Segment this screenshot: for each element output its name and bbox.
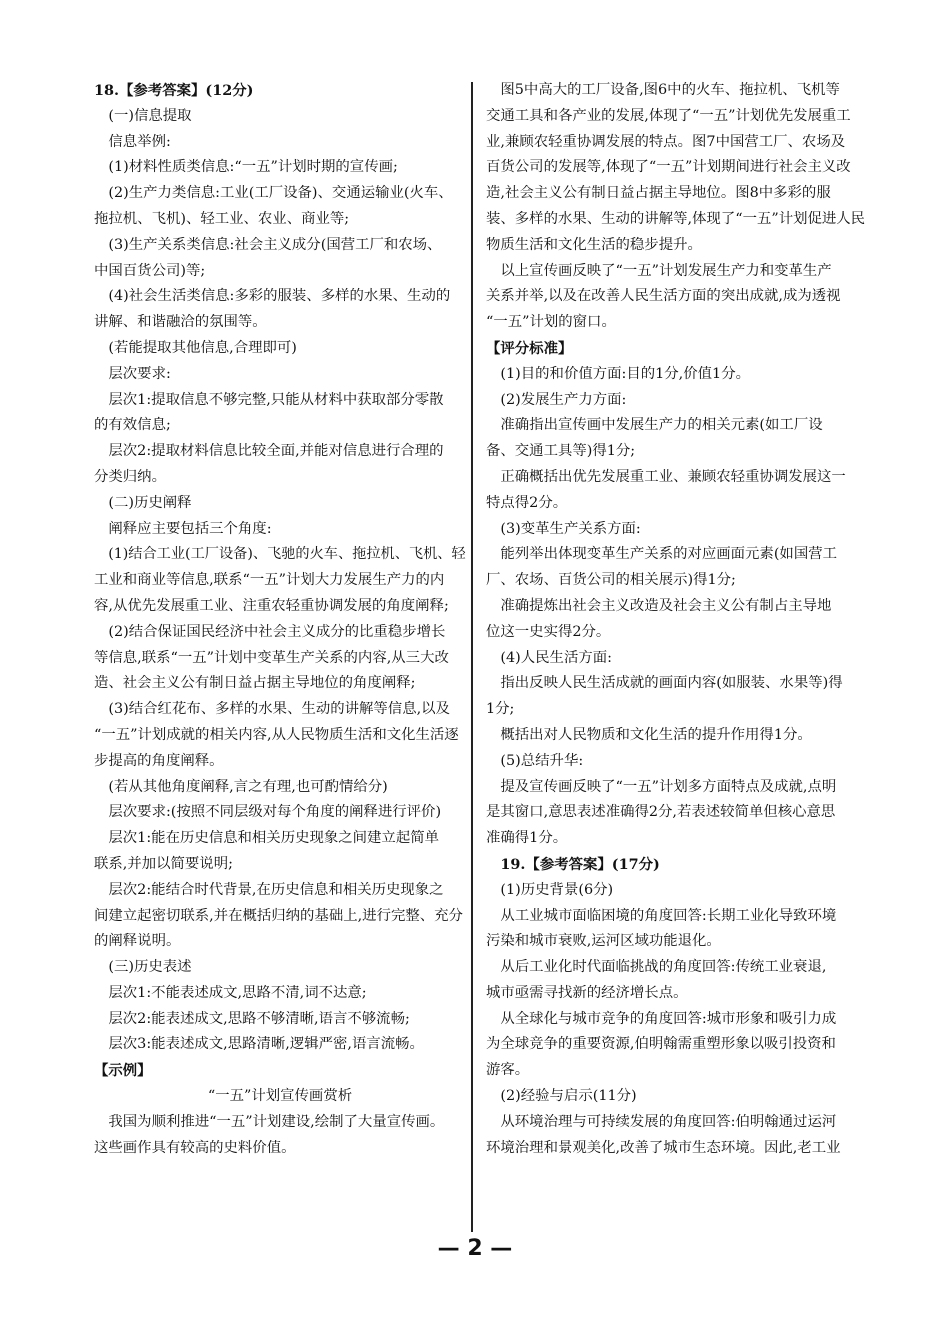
text-line: 准确得1分。 (486, 830, 568, 847)
text-line: 环境治理和景观美化,改善了城市生态环境。因此,老工业 (486, 1139, 841, 1156)
text-line: 讲解、和谐融洽的氛围等。 (94, 314, 267, 331)
text-line: 的阐释说明。 (94, 933, 181, 950)
text-line: 厂、农场、百货公司的相关展示)得1分; (486, 572, 736, 589)
text-line: 概括出对人民物质和文化生活的提升作用得1分。 (486, 726, 812, 743)
text-line: (1)材料性质类信息:“一五”计划时期的宣传画; (94, 159, 398, 176)
text-line: 图5中高大的工厂设备,图6中的火车、拖拉机、飞机等 (486, 82, 840, 98)
text-line: 污染和城市衰败,运河区域功能退化。 (486, 933, 721, 950)
text-line: 物质生活和文化生活的稳步提升。 (486, 236, 702, 253)
text-line: 指出反映人民生活成就的画面内容(如服装、水果等)得 (486, 675, 843, 692)
left-column (94, 78, 466, 1161)
text-line: (二)历史阐释 (94, 494, 192, 511)
text-line: 拖拉机、飞机)、轻工业、农业、商业等; (94, 210, 350, 227)
text-line: 造,社会主义公有制日益占据主导地位。图8中多彩的服 (486, 185, 831, 202)
text-line: 阐释应主要包括三个角度: (94, 520, 272, 537)
text-line: 备、交通工具等)得1分; (486, 443, 636, 460)
text-line: 我国为顺利推进“一五”计划建设,绘制了大量宣传画。 (94, 1113, 445, 1130)
text-line: 从后工业化时代面临挑战的角度回答:传统工业衰退, (486, 959, 827, 976)
text-line: (3)变革生产关系方面: (486, 520, 641, 537)
text-line: 从环境治理与可持续发展的角度回答:伯明翰通过运河 (486, 1113, 837, 1130)
text-line: (4)人民生活方面: (486, 649, 612, 666)
text-line: 中国百货公司)等; (94, 262, 206, 279)
text-line: (1)历史背景(6分) (486, 881, 614, 898)
text-line: 步提高的角度阐释。 (94, 752, 224, 769)
text-line: 工业和商业等信息,联系“一五”计划大力发展生产力的内 (94, 572, 445, 589)
text-line: 【示例】 (94, 1062, 152, 1080)
text-line: (一)信息提取 (94, 107, 192, 124)
text-line: 提及宣传画反映了“一五”计划多方面特点及成就,点明 (486, 778, 837, 795)
text-line: (1)目的和价值方面:目的1分,价值1分。 (486, 365, 750, 382)
text-line: 位这一史实得2分。 (486, 623, 611, 640)
text-line: 19.【参考答案】(17分) (486, 855, 660, 873)
text-line: 从全球化与城市竞争的角度回答:城市形象和吸引力成 (486, 1010, 837, 1027)
text-line: 信息举例: (94, 133, 171, 150)
text-line: 【评分标准】 (486, 339, 573, 357)
text-line: (2)生产力类信息:工业(工厂设备)、交通运输业(火车、 (94, 185, 453, 202)
text-line: 层次3:能表述成文,思路清晰,逻辑严密,语言流畅。 (94, 1036, 424, 1053)
text-line: 业,兼顾农轻重协调发展的特点。图7中国营工厂、农场及 (486, 133, 846, 150)
text-line: (4)社会生活类信息:多彩的服装、多样的水果、生动的 (94, 288, 451, 305)
text-line: 联系,并加以简要说明; (94, 855, 233, 872)
text-line: “一五”计划成就的相关内容,从人民物质生活和文化生活逐 (94, 726, 459, 743)
text-line: 特点得2分。 (486, 494, 568, 511)
text-line: 层次1:能在历史信息和相关历史现象之间建立起简单 (94, 830, 439, 847)
text-line: 1分; (486, 701, 515, 718)
text-line: 层次2:能表述成文,思路不够清晰,语言不够流畅; (94, 1010, 410, 1027)
column-divider (471, 82, 473, 1232)
text-line: 百货公司的发展等,体现了“一五”计划期间进行社会主义改 (486, 159, 851, 176)
text-line: (1)结合工业(工厂设备)、飞驰的火车、拖拉机、飞机、轻 (94, 546, 466, 563)
text-line: 层次要求: (94, 365, 171, 382)
text-line: 这些画作具有较高的史料价值。 (94, 1139, 296, 1156)
text-line: (3)生产关系类信息:社会主义成分(国营工厂和农场、 (94, 236, 442, 253)
text-line: 从工业城市面临困境的角度回答:长期工业化导致环境 (486, 907, 837, 924)
text-line: 层次要求:(按照不同层级对每个角度的阐释进行评价) (94, 804, 442, 821)
text-line: 游客。 (486, 1062, 530, 1079)
text-line: “一五”计划的窗口。 (486, 314, 616, 331)
text-line: (2)发展生产力方面: (486, 391, 627, 408)
text-line: 分类归纳。 (94, 468, 166, 485)
text-line: (三)历史表述 (94, 959, 192, 976)
text-line: 层次2:能结合时代背景,在历史信息和相关历史现象之 (94, 881, 444, 898)
text-line: 交通工具和各产业的发展,体现了“一五”计划优先发展重工 (486, 107, 851, 124)
text-line: 18.【参考答案】(12分) (94, 82, 254, 99)
page-number: — 2 — (437, 1236, 513, 1261)
text-line: 为全球竞争的重要资源,伯明翰需重塑形象以吸引投资和 (486, 1036, 836, 1053)
text-line: 城市亟需寻找新的经济增长点。 (486, 984, 688, 1001)
right-column (486, 78, 876, 1161)
text-line: “一五”计划宣传画赏析 (207, 1088, 353, 1105)
text-line: 正确概括出优先发展重工业、兼顾农轻重协调发展这一 (486, 468, 846, 485)
text-line: 层次2:提取材料信息比较全面,并能对信息进行合理的 (94, 443, 444, 460)
text-line: 造、社会主义公有制日益占据主导地位的角度阐释; (94, 675, 416, 692)
text-line: 间建立起密切联系,并在概括归纳的基础上,进行完整、充分 (94, 907, 463, 924)
text-line: 是其窗口,意思表述准确得2分,若表述较简单但核心意思 (486, 804, 836, 821)
text-line: (5)总结升华: (486, 752, 584, 769)
text-line: 等信息,联系“一五”计划中变革生产关系的内容,从三大改 (94, 649, 449, 666)
text-line: 以上宣传画反映了“一五”计划发展生产力和变革生产 (486, 262, 832, 279)
text-line: 的有效信息; (94, 417, 171, 434)
text-line: (3)结合红花布、多样的水果、生动的讲解等信息,以及 (94, 701, 450, 718)
text-line: 层次1:提取信息不够完整,只能从材料中获取部分零散 (94, 391, 444, 408)
text-line: (2)经验与启示(11分) (486, 1088, 637, 1105)
text-line: 准确提炼出社会主义改造及社会主义公有制占主导地 (486, 597, 832, 614)
text-line: (若从其他角度阐释,言之有理,也可酌情给分) (94, 778, 388, 795)
text-line: 装、多样的水果、生动的讲解等,体现了“一五”计划促进人民 (486, 210, 866, 227)
text-line: 层次1:不能表述成文,思路不清,词不达意; (94, 984, 367, 1001)
text-line: (2)结合保证国民经济中社会主义成分的比重稳步增长 (94, 623, 446, 640)
text-line: (若能提取其他信息,合理即可) (94, 339, 297, 356)
text-line: 关系并举,以及在改善人民生活方面的突出成就,成为透视 (486, 288, 841, 305)
text-line: 容,从优先发展重工业、注重农轻重协调发展的角度阐释; (94, 597, 449, 614)
text-line: 能列举出体现变革生产关系的对应画面元素(如国营工 (486, 546, 837, 563)
text-line: 准确指出宣传画中发展生产力的相关元素(如工厂设 (486, 417, 823, 434)
